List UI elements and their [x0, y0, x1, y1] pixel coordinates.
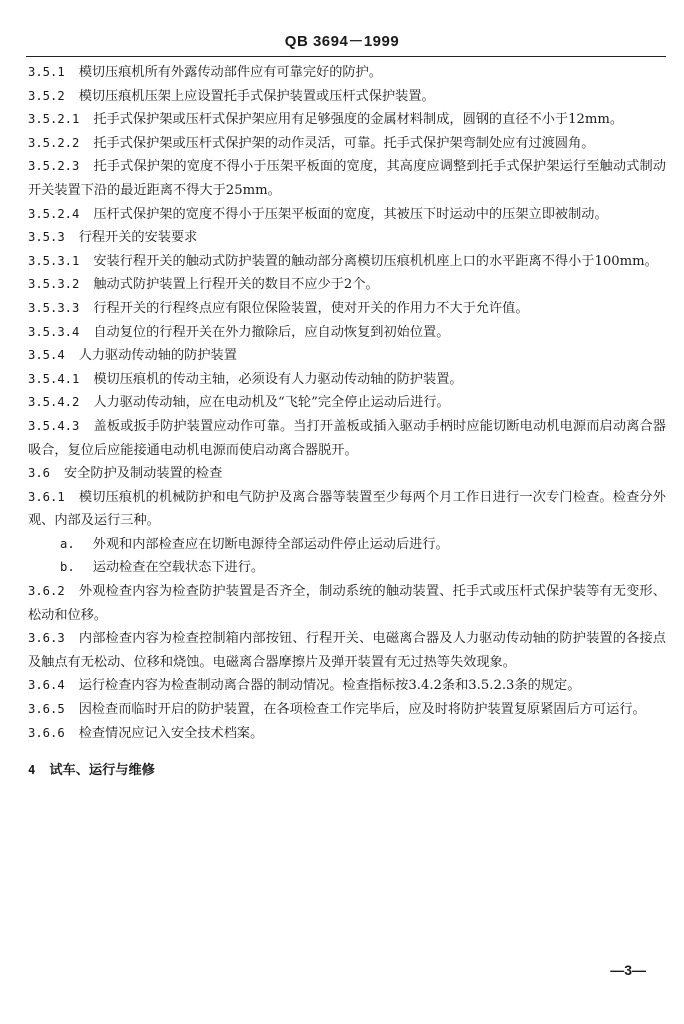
- clause-paragraph: [28, 391, 666, 415]
- clause-paragraph: [28, 627, 666, 674]
- clause-number: 3.5.1: [28, 65, 65, 79]
- clause-text: 托手式保护架或压杆式保护架的动作灵活，可靠。托手式保护架弯制处应有过渡圆角。: [93, 135, 595, 151]
- clause-text: 压杆式保护架的宽度不得小于压架平板面的宽度，其被压下时运动中的压架立即被制动。: [93, 206, 608, 222]
- clause-paragraph: [28, 415, 666, 462]
- clause-text: 托手式保护架或压杆式保护架应用有足够强度的金属材料制成，圆钢的直径不小于12mm。: [93, 112, 624, 128]
- clause-text: 托手式保护架的宽度不得小于压架平板面的宽度，其高度应调整到托手式保护架运行至触动式制动开关装置下沿的最近距离不得大于25mm。: [28, 159, 666, 198]
- header-divider: [26, 56, 666, 57]
- clause-paragraph: [28, 344, 666, 368]
- page-number: —3—: [610, 962, 646, 978]
- clause-number: 3.5.4: [28, 348, 65, 363]
- clause-text: 模切压痕机的传动主轴，必须设有人力驱动传动轴的防护装置。: [93, 371, 463, 387]
- clause-text: 运行检查内容为检查制动离合器的制动情况。检查指标按3.4.2条和3.5.2.3条的规定。: [78, 678, 581, 694]
- clause-paragraph: [28, 297, 666, 321]
- clause-paragraph: [28, 250, 666, 274]
- clause-text: 模切压痕机所有外露传动部件应有可靠完好的防护。: [78, 65, 382, 80]
- clause-text: 检查情况应记入安全技术档案。: [78, 725, 264, 741]
- list-item: [28, 533, 666, 557]
- clause-number: 3.5.3: [28, 230, 65, 245]
- clause-number: 3.5.3.4: [28, 324, 80, 339]
- clause-text: 模切压痕机压架上应设置托手式保护装置或压杆式保护装置。: [78, 88, 435, 104]
- clause-number: 3.6.4: [28, 678, 65, 693]
- clause-paragraph: [28, 155, 666, 202]
- clause-text: 外观和内部检查应在切断电源待全部运动件停止运动后进行。: [92, 536, 449, 552]
- clause-text: 人力驱动传动轴的防护装置: [78, 348, 237, 364]
- clause-text: 内部检查内容为检查控制箱内部按钮、行程开关、电磁离合器及人力驱动传动轴的防护装置的各接点及触点有无松动、位移和烧蚀。电磁离合器摩擦片及弹开装置有无过热等失效现象。: [28, 631, 666, 670]
- clause-number: 3.6.2: [28, 584, 65, 599]
- clause-paragraph: [28, 722, 666, 746]
- clause-text: 盖板或扳手防护装置应动作可靠。当打开盖板或插入驱动手柄时应能切断电动机电源而启动离合器吸合，复位后应能接通电动机电源而使启动离合器脱开。: [28, 418, 666, 458]
- clause-number: a.: [60, 536, 75, 551]
- clause-paragraph: [28, 674, 666, 698]
- standard-code-header: QB 3694－1999: [284, 33, 400, 50]
- clause-text: 因检查而临时开启的防护装置，在各项检查工作完毕后，应及时将防护装置复原紧固后方可运行。: [78, 702, 646, 718]
- clause-text: 行程开关的安装要求: [78, 230, 198, 246]
- clause-list: [28, 61, 666, 783]
- clause-number: 3.5.3.1: [28, 253, 80, 268]
- clause-number: 3.6.6: [28, 725, 65, 740]
- clause-text: 运动检查在空载状态下进行。: [92, 560, 265, 576]
- clause-paragraph: [28, 61, 666, 85]
- clause-number: 3.6.3: [28, 631, 65, 646]
- clause-text: 安全防护及制动装置的检查: [64, 466, 223, 482]
- clause-number: 3.5.4.3: [28, 418, 80, 433]
- clause-text: 行程开关的行程终点应有限位保险装置，使对开关的作用力不大于允许值。: [93, 300, 529, 316]
- clause-paragraph: [28, 580, 666, 627]
- clause-paragraph: [28, 226, 666, 250]
- clause-number: 3.6.1: [28, 489, 65, 504]
- clause-number: 3.5.4.2: [28, 395, 80, 410]
- clause-number: 3.5.3.3: [28, 300, 80, 315]
- clause-paragraph: [28, 132, 666, 156]
- clause-number: 4: [28, 763, 36, 778]
- clause-text: 触动式防护装置上行程开关的数目不应少于2个。: [93, 277, 379, 293]
- clause-paragraph: [28, 108, 666, 132]
- clause-paragraph: [28, 85, 666, 109]
- clause-paragraph: [28, 321, 666, 345]
- clause-number: 3.6: [28, 466, 51, 481]
- clause-number: 3.5.2.4: [28, 206, 80, 221]
- clause-number: b.: [60, 560, 75, 575]
- clause-paragraph: [28, 368, 666, 392]
- clause-paragraph: [28, 698, 666, 722]
- clause-paragraph: [28, 203, 666, 227]
- list-item: [28, 556, 666, 580]
- clause-number: 3.5.2: [28, 88, 65, 103]
- clause-number: 3.5.2.1: [28, 112, 80, 127]
- clause-text: 外观检查内容为检查防护装置是否齐全，制动系统的触动装置、托手式或压杆式保护装等有无变形、松动和位移。: [28, 584, 666, 623]
- clause-text: 模切压痕机的机械防护和电气防护及离合器等装置至少每两个月工作日进行一次专门检查。检查分外观、内部及运行三种。: [28, 489, 666, 529]
- clause-number: 3.5.4.1: [28, 371, 80, 386]
- clause-number: 3.5.2.2: [28, 135, 80, 150]
- clause-paragraph: [28, 486, 666, 533]
- clause-text: 人力驱动传动轴，应在电动机及“飞轮”完全停止运动后进行。: [93, 395, 450, 411]
- clause-text: 安装行程开关的触动式防护装置的触动部分离模切压痕机机座上口的水平距离不得小于100mm。: [93, 253, 658, 269]
- clause-paragraph: [28, 273, 666, 297]
- clause-text: 试车、运行与维修: [49, 763, 155, 779]
- clause-text: 自动复位的行程开关在外力撤除后，应自动恢复到初始位置。: [93, 324, 450, 340]
- clause-number: 3.5.2.3: [28, 159, 80, 174]
- clause-paragraph: [28, 462, 666, 486]
- clause-number: 3.6.5: [28, 702, 65, 717]
- clause-number: 3.5.3.2: [28, 277, 80, 292]
- section-heading: [28, 759, 666, 783]
